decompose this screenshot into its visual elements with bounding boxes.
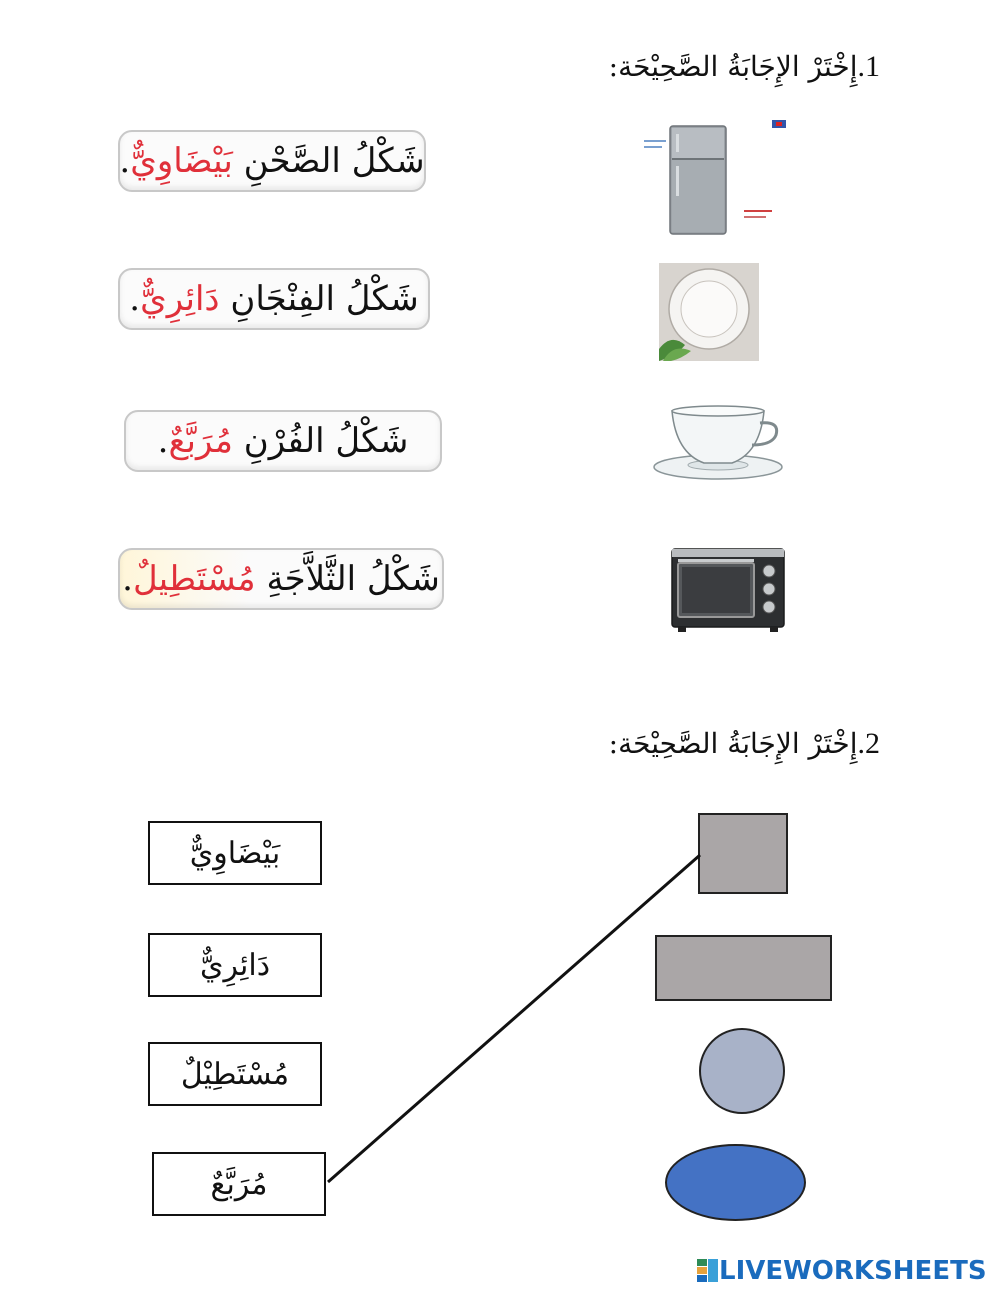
sentence-end: . — [129, 279, 141, 319]
sentence-answer: مُرَبَّعٌ — [168, 421, 233, 461]
sentence-end: . — [119, 141, 131, 181]
logo-text: LIVEWORKSHEETS — [719, 1256, 987, 1286]
sentence-prefix: شَكْلُ الفِنْجَانِ — [230, 279, 419, 319]
sentence-answer: بَيْضَاوِيٌّ — [130, 141, 233, 181]
word-label: مُسْتَطِيْلٌ — [180, 1056, 290, 1092]
word-label: دَائِرِيٌّ — [199, 947, 271, 983]
question-1-number: 1. — [857, 50, 880, 83]
liveworksheets-logo-mark — [697, 1257, 719, 1285]
question-1-text: إِخْتَرْ الإِجَابَةُ الصَّحِيْحَة: — [608, 50, 858, 83]
sentence-prefix: شَكْلُ الصَّحْنِ — [243, 141, 425, 181]
word-label: بَيْضَاوِيٌّ — [189, 835, 281, 871]
sentence-answer: مُسْتَطِيلٌ — [132, 559, 256, 599]
word-label: مُرَبَّعٌ — [210, 1166, 268, 1202]
question-2-number: 2. — [857, 727, 880, 760]
sentence-end: . — [122, 559, 133, 599]
sentence-prefix: شَكْلُ الثَّلاَّجَةِ — [266, 559, 440, 599]
liveworksheets-logo — [697, 1253, 987, 1289]
sentence-end: . — [157, 421, 169, 461]
sentence-answer: دَائِرِيٌّ — [140, 279, 220, 319]
sentence-prefix: شَكْلُ الفُرْنِ — [243, 421, 409, 461]
question-2-text: إِخْتَرْ الإِجَابَةُ الصَّحِيْحَة: — [608, 727, 858, 760]
